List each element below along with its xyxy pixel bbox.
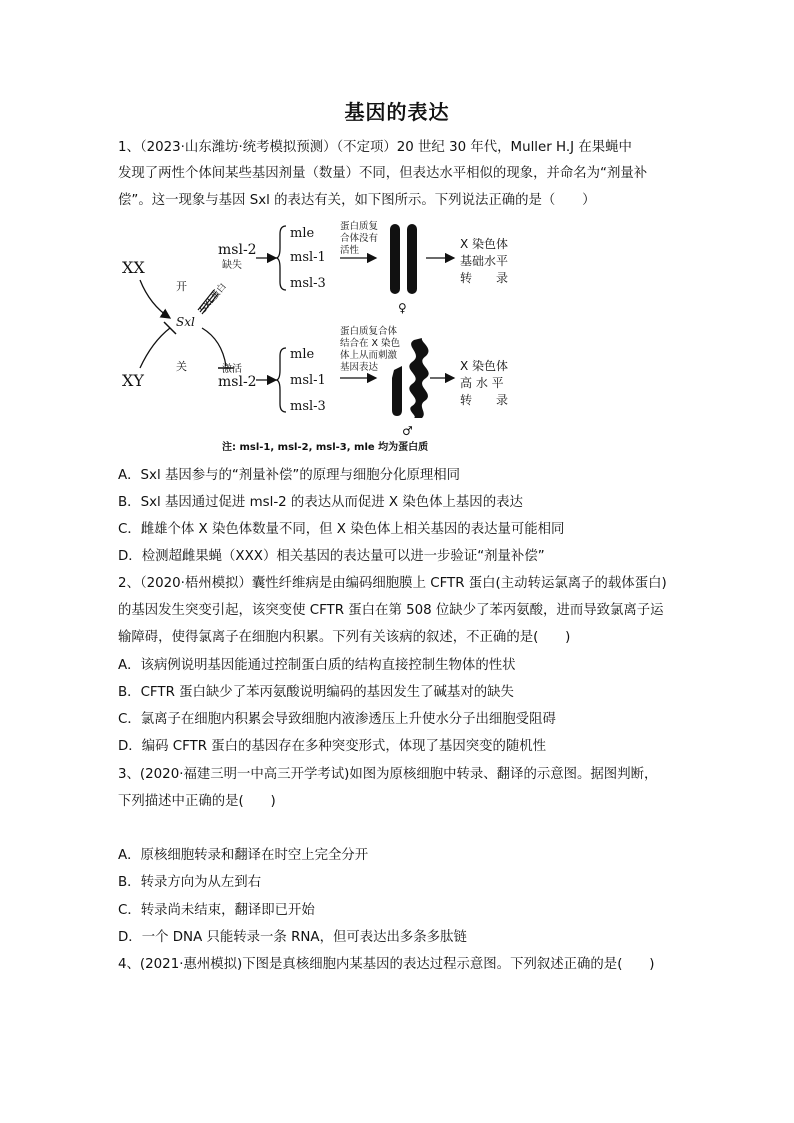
open-label: 开 <box>176 280 187 293</box>
msl2-bottom-label: msl-2 <box>218 374 257 390</box>
top-note-1: 蛋白质复 <box>340 221 379 232</box>
female-symbol: ♀ <box>398 301 407 315</box>
male-y-chromosome <box>392 366 402 416</box>
bottom-result-2: 高 水 平 <box>460 376 504 390</box>
top-result-3: 转 录 <box>460 271 509 285</box>
bottom-msl3: msl-3 <box>290 399 326 414</box>
q1-option-a: A．Sxl 基因参与的“剂量补偿”的原理与细胞分化原理相同 <box>118 468 461 483</box>
bottom-note-2: 结合在 X 染色 <box>340 338 401 349</box>
diagram-footnote: 注: msl-1, msl-2, msl-3, mle 均为蛋白质 <box>222 442 429 453</box>
q3-stem-line-1: 3、(2020·福建三明一中高三开学考试)如图为原核细胞中转录、翻译的示意图。据图判断， <box>118 767 658 782</box>
activate-label: 激活 <box>222 364 242 375</box>
xy-inhibit-line <box>140 328 170 368</box>
female-chromosome-right <box>407 224 417 294</box>
female-chromosome-left <box>390 224 400 294</box>
top-note-2: 合体没有 <box>340 233 379 244</box>
top-note-3: 活性 <box>340 245 360 256</box>
bottom-msl1: msl-1 <box>290 373 326 388</box>
male-x-chromosome-coiled <box>409 338 428 418</box>
top-msl1: msl-1 <box>290 250 326 265</box>
top-mle: mle <box>290 226 315 241</box>
q2-stem-line-3: 输障碍，使得氯离子在细胞内积累。下列有关该病的叙述，不正确的是( ) <box>118 630 571 645</box>
q1-option-b: B．Sxl 基因通过促进 msl-2 的表达从而促进 X 染色体上基因的表达 <box>118 495 523 510</box>
close-label: 关 <box>176 360 187 373</box>
q1-stem-line-1: 1、（2023·山东潍坊·统考模拟预测）（不定项）20 世纪 30 年代，Muller H.J 在果蝇中 <box>118 140 632 155</box>
top-msl3: msl-3 <box>290 276 326 291</box>
q2-option-c: C．氯离子在细胞内积累会导致细胞内液渗透压上升使水分子出细胞受阻碍 <box>118 712 556 727</box>
top-result-1: X 染色体 <box>460 237 509 251</box>
sxl-dosage-compensation-diagram <box>118 220 558 456</box>
q2-option-b: B．CFTR 蛋白缺少了苯丙氨酸说明编码的基因发生了碱基对的缺失 <box>118 685 514 700</box>
bottom-mle: mle <box>290 347 315 362</box>
q3-option-b: B．转录方向为从左到右 <box>118 875 262 890</box>
bottom-note-4: 基因表达 <box>340 362 379 373</box>
bottom-result-3: 转 录 <box>460 393 509 407</box>
q2-option-a: A．该病例说明基因能通过控制蛋白质的结构直接控制生物体的性状 <box>118 658 516 673</box>
xx-arrow <box>140 280 170 318</box>
top-result-2: 基础水平 <box>460 254 509 268</box>
q2-option-d: D．编码 CFTR 蛋白的基因存在多种突变形式，体现了基因突变的随机性 <box>118 739 547 754</box>
q3-option-c: C．转录尚未结束，翻译即已开始 <box>118 903 315 918</box>
q3-option-a: A．原核细胞转录和翻译在时空上完全分开 <box>118 848 369 863</box>
xy-label: XY <box>122 371 144 390</box>
q2-stem-line-2: 的基因发生突变引起，该突变使 CFTR 蛋白在第 508 位缺少了苯丙氨酸，进而导致氯离子运 <box>118 603 664 618</box>
q2-stem-line-1: 2、（2020·梧州模拟）囊性纤维病是由编码细胞膜上 CFTR 蛋白(主动转运氯离子的载体蛋白) <box>118 576 667 591</box>
sxl-protein-label: SXL蛋白 <box>198 281 229 315</box>
male-symbol: ♂ <box>402 424 413 438</box>
sxl-gene-label: Sxl <box>176 315 195 329</box>
q1-option-d: D．检测超雌果蝇（XXX）相关基因的表达量可以进一步验证“剂量补偿” <box>118 549 545 564</box>
top-brace <box>276 226 286 290</box>
bottom-brace <box>276 348 286 412</box>
q3-stem-line-2: 下列描述中正确的是( ) <box>118 794 276 809</box>
bottom-note-3: 体上从而刺激 <box>340 350 398 361</box>
q1-stem-line-2: 发现了两性个体间某些基因剂量（数量）不同，但表达水平相似的现象，并命名为“剂量补 <box>118 166 648 181</box>
xx-label: XX <box>122 258 145 277</box>
q3-option-d: D．一个 DNA 只能转录一条 RNA，但可表达出多条多肽链 <box>118 930 467 945</box>
missing-label: 缺失 <box>222 260 242 271</box>
bottom-result-1: X 染色体 <box>460 359 509 373</box>
q1-stem-line-3: 偿”。这一现象与基因 Sxl 的表达有关，如下图所示。下列说法正确的是（ ） <box>118 193 596 208</box>
sxl-inhibit-line <box>202 328 226 366</box>
q4-stem-line-1: 4、(2021·惠州模拟)下图是真核细胞内某基因的表达过程示意图。下列叙述正确的是( ) <box>118 957 655 972</box>
q1-option-c: C．雌雄个体 X 染色体数量不同，但 X 染色体上相关基因的表达量可能相同 <box>118 522 565 537</box>
msl2-top-label: msl-2 <box>218 242 257 258</box>
bottom-note-1: 蛋白质复合体 <box>340 326 398 337</box>
page-title: 基因的表达 <box>344 100 450 124</box>
